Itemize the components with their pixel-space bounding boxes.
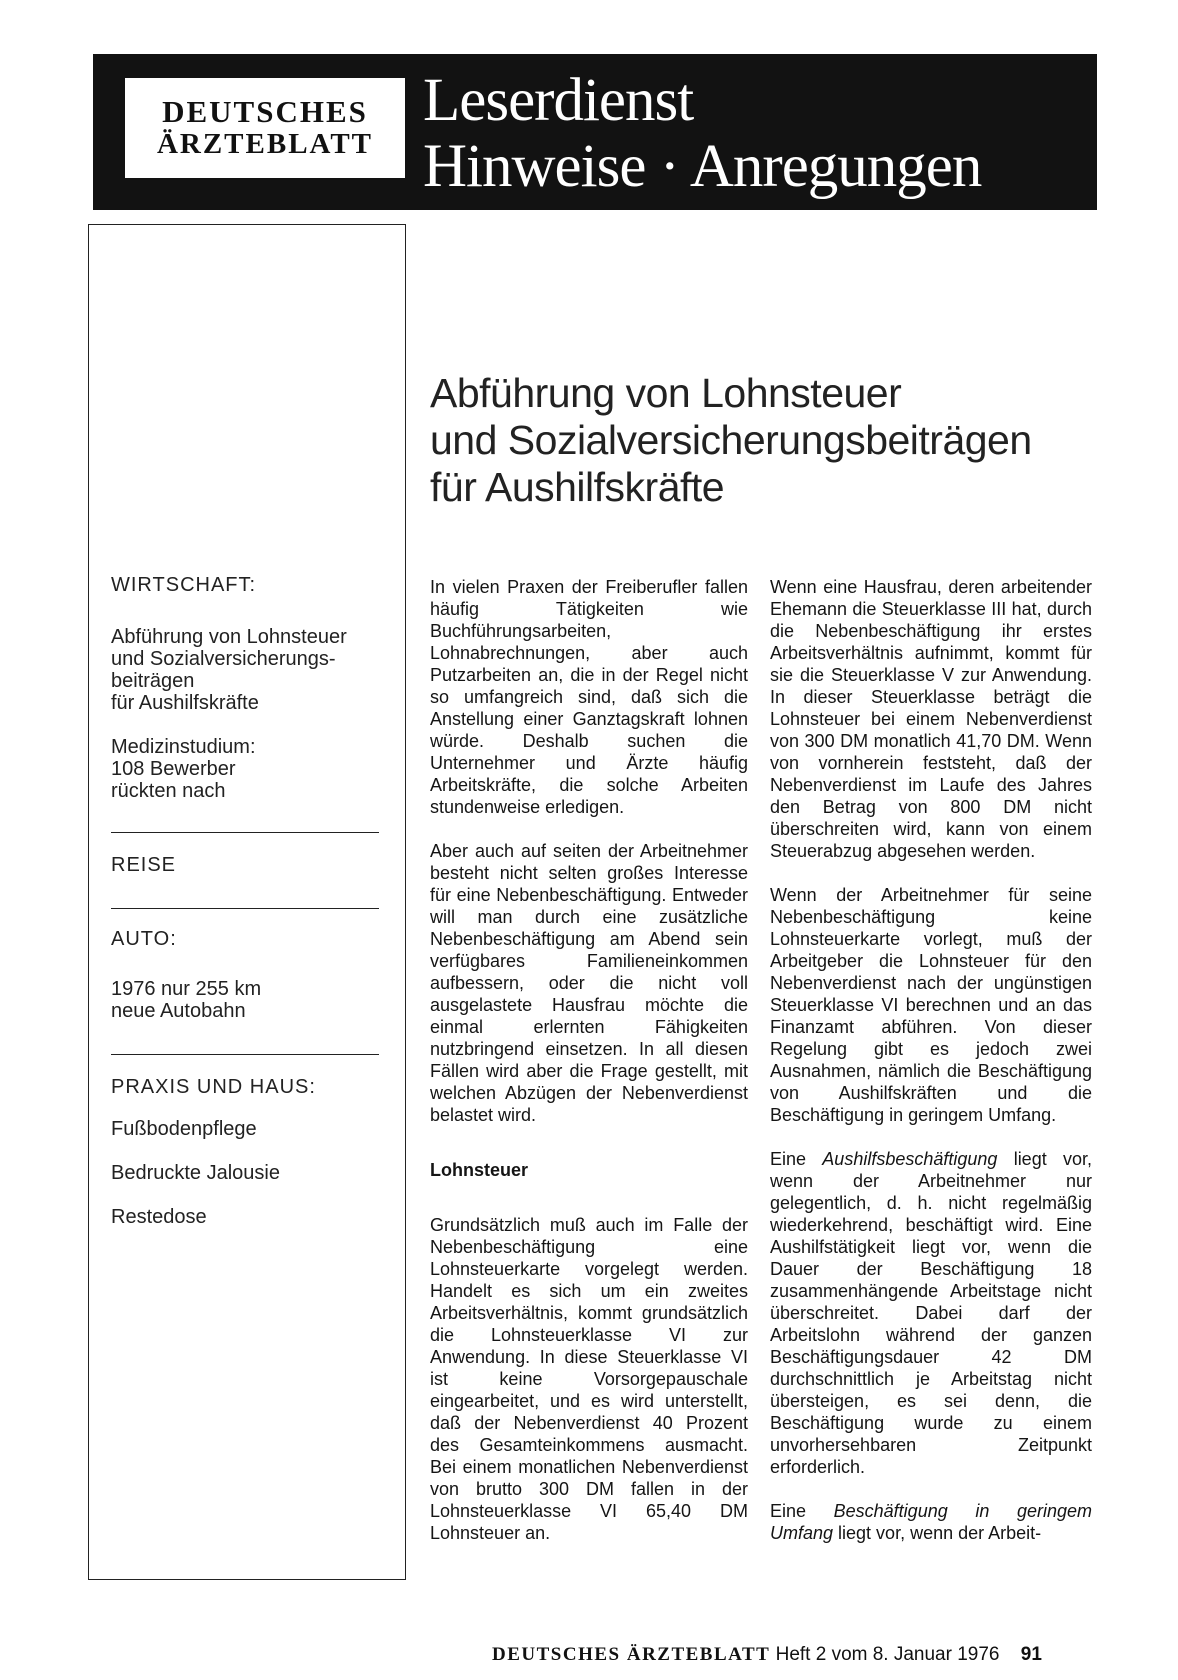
- paragraph: Grundsätzlich muß auch im Falle der Nebenbeschäftigung eine Lohnsteuerkarte vorgelegt werden. Handelt es sich um ein zweites Arbeitsverhältnis, kommt grundsätzlich die Lohnsteuerklasse VI zur Anwendung. In diese Steuerklasse VI ist keine Vorsorgepauschale eingearbeitet, und es wird unterstellt, daß der Nebenverdienst 40 Prozent des Gesamteinkommens ausmacht. Bei einem monatlichen Nebenverdienst von brutto 300 DM fallen in der Lohnsteuerklasse VI 65,40 DM Lohnsteuer an.: [430, 1215, 748, 1543]
- sidebar-heading-wirtschaft: WIRTSCHAFT:: [111, 574, 257, 596]
- logo-line-2: ÄRZTEBLATT: [156, 128, 374, 160]
- paragraph: Aber auch auf seiten der Arbeitnehmer besteht nicht selten großes Interesse für eine Nebenbeschäftigung. Entweder will man durch eine zusätzliche Nebenbeschäftigung am Abend sein verfügbares Familieneinkommen aufbessern, oder die nicht voll ausgelastete Hausfrau möchte die einmal erlernten Fähigkeiten nutzbringend einsetzen. In all diesen Fällen wird aber die Frage gestellt, mit welchen Abzügen der Nebenverdienst belastet wird.: [430, 841, 748, 1125]
- article-column-1: [430, 576, 748, 1544]
- headline-line-2: und Sozialversicherungsbeiträgen: [430, 417, 1032, 463]
- masthead: [93, 54, 1097, 210]
- sidebar-entry-line: 108 Bewerber: [111, 758, 236, 780]
- sidebar-entry-line: Medizinstudium:: [111, 736, 256, 758]
- sidebar-heading-auto: AUTO:: [111, 928, 177, 950]
- sidebar-entry-line: und Sozialversicherungs-: [111, 648, 336, 670]
- sidebar-entry: Bedruckte Jalousie: [111, 1162, 280, 1184]
- page-footer: [492, 1644, 1092, 1666]
- section-title: Leserdienst: [423, 67, 694, 134]
- sidebar-entry-line: Abführung von Lohnsteuer: [111, 626, 347, 648]
- sidebar-heading-reise: REISE: [111, 854, 177, 876]
- page-number: 91: [1020, 1644, 1042, 1665]
- emphasis: Aushilfsbeschäftigung: [822, 1149, 998, 1169]
- sidebar-entry: Restedose: [111, 1206, 207, 1228]
- footer-journal-name: DEUTSCHES ÄRZTEBLATT: [492, 1644, 771, 1665]
- sidebar-entry: Fußbodenpflege: [111, 1118, 257, 1140]
- paragraph: In vielen Praxen der Freiberufler fallen häufig Tätigkeiten wie Buchführungsarbeiten, Lohnabrechnungen, aber auch Putzarbeiten an, die in der Regel nicht so umfangreich sind, daß sich die Anstellung einer Ganztagskraft lohnen würde. Deshalb suchen die Unternehmer und Ärzte häufig Arbeitskräfte, die solche Arbeiten stundenweise erledigen.: [430, 577, 748, 817]
- paragraph: Wenn der Arbeitnehmer für seine Nebenbeschäftigung keine Lohnsteuerkarte vorlegt, muß der Arbeitgeber die Lohnsteuer für den Nebenverdienst nach der ungünstigen Steuerklasse VI berechnen und an das Finanzamt abführen. Von dieser Regelung gibt es jedoch zwei Ausnahmen, nämlich die Beschäftigung von Aushilfskräften und die Beschäftigung in geringem Umfang.: [770, 885, 1092, 1125]
- sidebar-divider: [111, 1054, 379, 1055]
- paragraph-text: liegt vor, wenn der Arbeit-: [833, 1523, 1042, 1543]
- sidebar-frame: [88, 224, 406, 1580]
- article-headline: [430, 370, 1032, 511]
- sidebar-entry-line: für Aushilfskräfte: [111, 692, 259, 714]
- sidebar-divider: [111, 832, 379, 833]
- sidebar-divider: [111, 908, 379, 909]
- footer-issue: Heft 2 vom 8. Januar 1976: [775, 1644, 1000, 1665]
- emphasis: Beschäftigung in geringem Umfang: [770, 1501, 1092, 1543]
- paragraph: Wenn eine Hausfrau, deren arbeitender Ehemann die Steuerklasse III hat, durch die Nebenbeschäftigung ihr erstes Arbeitsverhältnis aufnimmt, kommt für sie die Steuerklasse V zur Anwendung. In dieser Steuerklasse beträgt die Lohnsteuer bei einem Nebenverdienst von 300 DM monatlich 41,70 DM. Wenn von vornherein feststeht, daß der Nebenverdienst im Laufe des Jahres den Betrag von 800 DM nicht überschreiten wird, kann von einem Steuerabzug abgesehen werden.: [770, 577, 1092, 861]
- sidebar-entry-line: beiträgen: [111, 670, 195, 692]
- journal-logo: [125, 78, 405, 178]
- logo-line-1: DEUTSCHES: [162, 94, 368, 129]
- paragraph: [770, 1500, 1092, 1544]
- headline-line-3: für Aushilfskräfte: [430, 464, 725, 510]
- headline-line-1: Abführung von Lohnsteuer: [430, 370, 902, 416]
- article-column-2: [770, 576, 1092, 1544]
- sidebar-entry-line: rückten nach: [111, 780, 226, 802]
- paragraph: [770, 1148, 1092, 1478]
- sidebar-heading-praxis: PRAXIS UND HAUS:: [111, 1076, 316, 1098]
- paragraph-text: Eine: [770, 1149, 823, 1169]
- sidebar-entry-line: neue Autobahn: [111, 1000, 246, 1022]
- section-subtitle: Hinweise · Anregungen: [423, 133, 982, 200]
- subheading: Lohnsteuer: [430, 1160, 529, 1180]
- paragraph-text: Eine: [770, 1501, 834, 1521]
- sidebar-entry-line: 1976 nur 255 km: [111, 978, 262, 1000]
- paragraph-text: liegt vor, wenn der Arbeitnehmer nur gelegentlich, d. h. nicht regelmäßig wiederkehrend, beschäftigt wird. Eine Aushilfstätigkeit liegt vor, wenn die Dauer der Beschäftigung 18 zusammenhängende Arbeitstage nicht überschreitet. Dabei darf der Arbeitslohn während der ganzen Beschäftigungsdauer 42 DM durchschnittlich je Arbeitstag nicht übersteigen, es sei denn, die Beschäftigung wurde zu einem unvorhersehbaren Zeitpunkt erforderlich.: [770, 1149, 1092, 1477]
